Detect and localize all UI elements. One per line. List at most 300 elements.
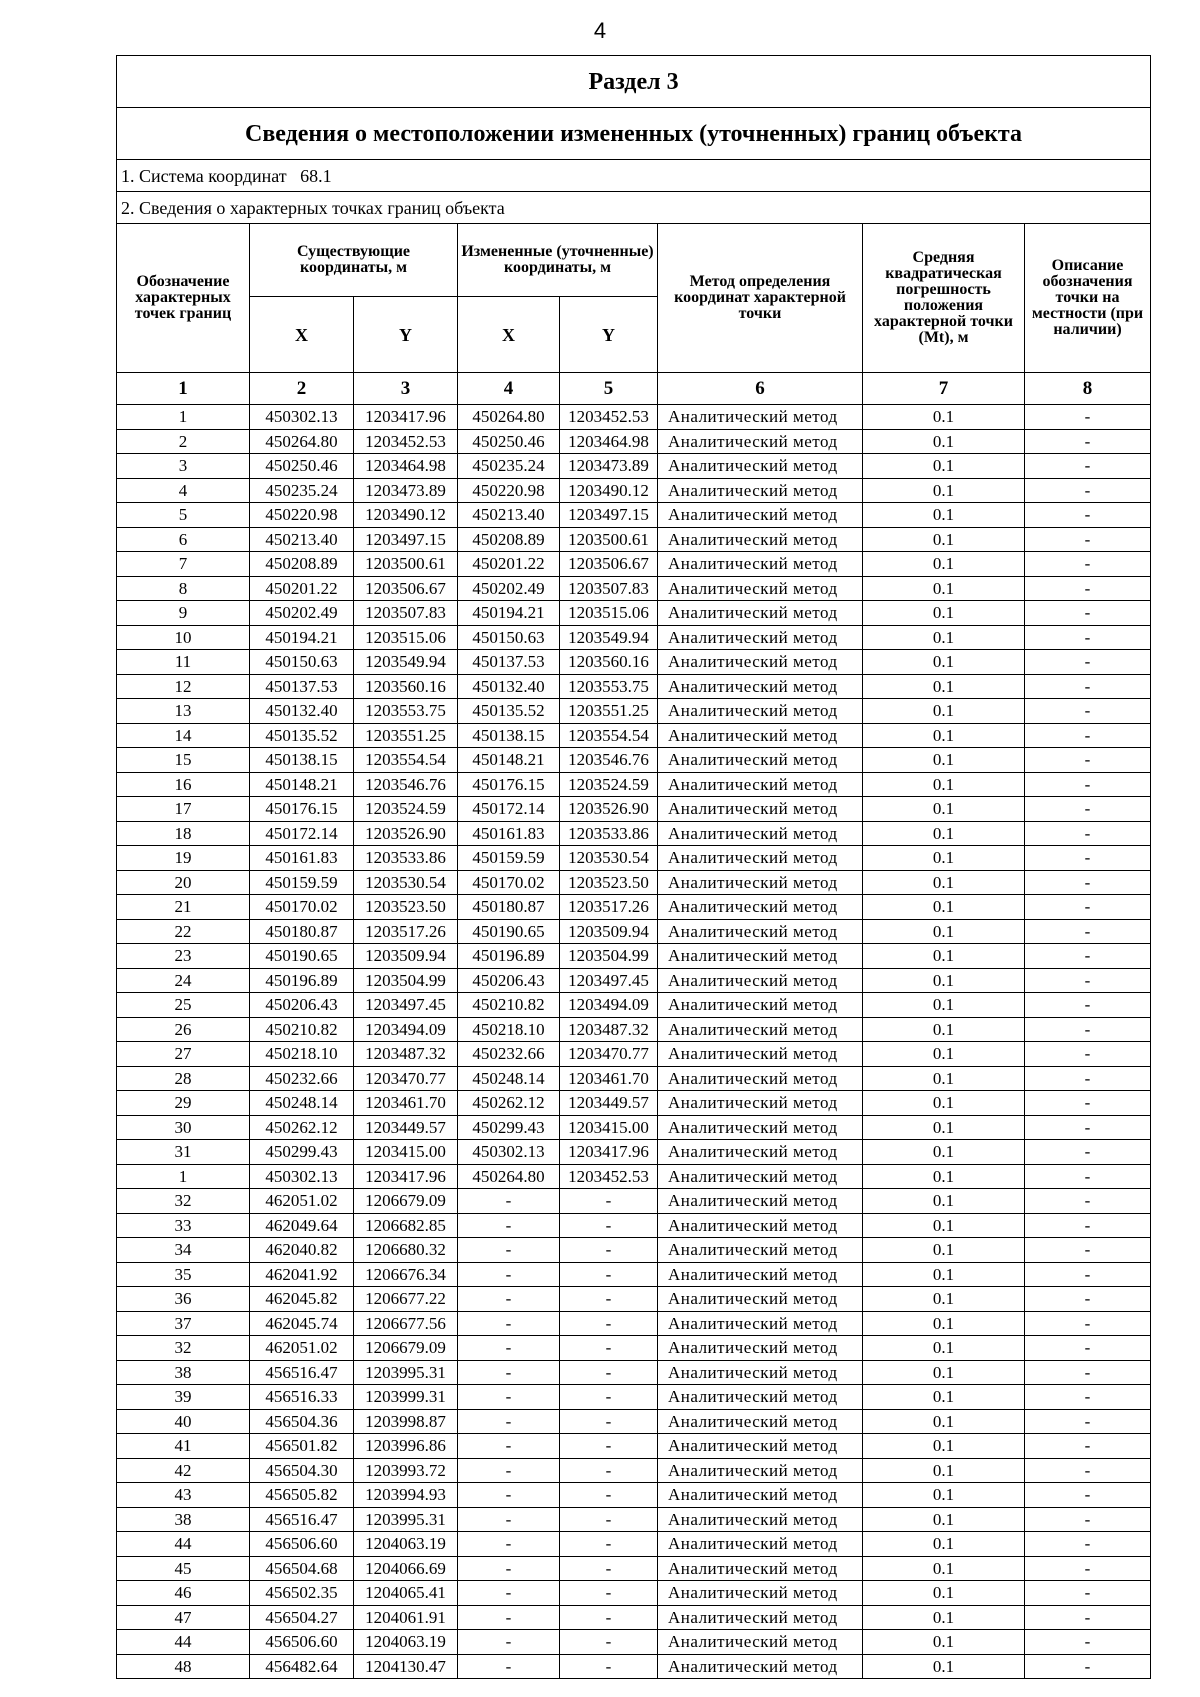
cell-point-number: 22: [117, 919, 250, 944]
cell-changed-x: -: [458, 1532, 560, 1557]
cell-error: 0.1: [863, 1115, 1025, 1140]
table-row: [117, 576, 1151, 601]
cell-existing-y: 1203995.31: [354, 1360, 458, 1385]
table-row: [117, 723, 1151, 748]
cell-changed-x: -: [458, 1556, 560, 1581]
cell-description: -: [1025, 846, 1151, 871]
cell-point-number: 4: [117, 478, 250, 503]
cell-method: Аналитический метод: [658, 821, 863, 846]
cell-changed-y: 1203533.86: [560, 821, 658, 846]
cell-description: -: [1025, 576, 1151, 601]
table-row: [117, 650, 1151, 675]
table-row: [117, 552, 1151, 577]
cell-description: -: [1025, 1458, 1151, 1483]
cell-existing-y: 1203554.54: [354, 748, 458, 773]
table-row: [117, 674, 1151, 699]
cell-point-number: 8: [117, 576, 250, 601]
cell-method: Аналитический метод: [658, 1042, 863, 1067]
column-number: 2: [250, 373, 354, 405]
cell-point-number: 1: [117, 405, 250, 430]
cell-error: 0.1: [863, 1238, 1025, 1263]
cell-error: 0.1: [863, 674, 1025, 699]
cell-changed-y: 1203530.54: [560, 846, 658, 871]
cell-existing-x: 450302.13: [250, 405, 354, 430]
cell-error: 0.1: [863, 723, 1025, 748]
cell-point-number: 19: [117, 846, 250, 871]
cell-existing-x: 456504.68: [250, 1556, 354, 1581]
cell-changed-x: 450264.80: [458, 405, 560, 430]
cell-changed-y: -: [560, 1507, 658, 1532]
cell-existing-x: 450302.13: [250, 1164, 354, 1189]
cell-changed-x: 450196.89: [458, 944, 560, 969]
cell-changed-x: -: [458, 1434, 560, 1459]
table-row: [117, 993, 1151, 1018]
cell-description: -: [1025, 1336, 1151, 1361]
cell-method: Аналитический метод: [658, 576, 863, 601]
cell-point-number: 21: [117, 895, 250, 920]
cell-point-number: 1: [117, 1164, 250, 1189]
cell-existing-x: 450220.98: [250, 503, 354, 528]
table-row: [117, 1409, 1151, 1434]
cell-changed-y: 1203507.83: [560, 576, 658, 601]
table-row: [117, 1360, 1151, 1385]
section-subtitle: Сведения о местоположении измененных (уточненных) границ объекта: [117, 108, 1151, 160]
cell-point-number: 11: [117, 650, 250, 675]
cell-changed-x: -: [458, 1360, 560, 1385]
cell-error: 0.1: [863, 1483, 1025, 1508]
cell-changed-y: 1203452.53: [560, 1164, 658, 1189]
column-number: 7: [863, 373, 1025, 405]
cell-method: Аналитический метод: [658, 1654, 863, 1679]
cell-existing-y: 1203509.94: [354, 944, 458, 969]
cell-existing-y: 1203504.99: [354, 968, 458, 993]
cell-error: 0.1: [863, 429, 1025, 454]
cell-point-number: 27: [117, 1042, 250, 1067]
cell-existing-x: 450170.02: [250, 895, 354, 920]
cell-changed-x: 450194.21: [458, 601, 560, 626]
cell-existing-x: 450196.89: [250, 968, 354, 993]
cell-existing-y: 1203500.61: [354, 552, 458, 577]
cell-changed-x: 450210.82: [458, 993, 560, 1018]
cell-error: 0.1: [863, 1287, 1025, 1312]
cell-existing-y: 1203507.83: [354, 601, 458, 626]
cell-existing-y: 1203530.54: [354, 870, 458, 895]
cell-method: Аналитический метод: [658, 1336, 863, 1361]
cell-point-number: 28: [117, 1066, 250, 1091]
cell-method: Аналитический метод: [658, 1238, 863, 1263]
table-row: [117, 1532, 1151, 1557]
cell-description: -: [1025, 1507, 1151, 1532]
cell-method: Аналитический метод: [658, 919, 863, 944]
header-error: Средняя квадратическая погрешность положения характерной точки (Mt), м: [863, 224, 1025, 373]
table-row: [117, 1042, 1151, 1067]
cell-existing-y: 1203417.96: [354, 405, 458, 430]
cell-method: Аналитический метод: [658, 1164, 863, 1189]
cell-changed-y: -: [560, 1360, 658, 1385]
cell-description: -: [1025, 1189, 1151, 1214]
cell-existing-x: 456482.64: [250, 1654, 354, 1679]
cell-error: 0.1: [863, 1507, 1025, 1532]
cell-description: -: [1025, 478, 1151, 503]
cell-method: Аналитический метод: [658, 968, 863, 993]
cell-existing-x: 456504.27: [250, 1605, 354, 1630]
cell-method: Аналитический метод: [658, 650, 863, 675]
cell-changed-y: -: [560, 1238, 658, 1263]
cell-point-number: 32: [117, 1189, 250, 1214]
cell-changed-y: -: [560, 1336, 658, 1361]
table-row: [117, 1091, 1151, 1116]
cell-existing-y: 1203996.86: [354, 1434, 458, 1459]
cell-error: 0.1: [863, 552, 1025, 577]
cell-existing-x: 456502.35: [250, 1581, 354, 1606]
cell-description: -: [1025, 1213, 1151, 1238]
cell-changed-y: -: [560, 1581, 658, 1606]
cell-method: Аналитический метод: [658, 1532, 863, 1557]
cell-existing-x: 450172.14: [250, 821, 354, 846]
cell-existing-x: 456504.30: [250, 1458, 354, 1483]
table-row: [117, 1311, 1151, 1336]
cell-method: Аналитический метод: [658, 674, 863, 699]
cell-changed-y: 1203494.09: [560, 993, 658, 1018]
cell-existing-y: 1203998.87: [354, 1409, 458, 1434]
cell-changed-x: 450213.40: [458, 503, 560, 528]
table-row: [117, 1164, 1151, 1189]
cell-changed-x: -: [458, 1654, 560, 1679]
cell-existing-y: 1203464.98: [354, 454, 458, 479]
cell-point-number: 39: [117, 1385, 250, 1410]
cell-error: 0.1: [863, 1140, 1025, 1165]
cell-changed-x: 450232.66: [458, 1042, 560, 1067]
cell-description: -: [1025, 650, 1151, 675]
cell-changed-y: -: [560, 1483, 658, 1508]
table-row: [117, 1630, 1151, 1655]
cell-existing-x: 462051.02: [250, 1189, 354, 1214]
table-row: [117, 1556, 1151, 1581]
cell-changed-x: 450150.63: [458, 625, 560, 650]
cell-changed-x: 450137.53: [458, 650, 560, 675]
cell-error: 0.1: [863, 405, 1025, 430]
cell-error: 0.1: [863, 919, 1025, 944]
cell-error: 0.1: [863, 1017, 1025, 1042]
cell-method: Аналитический метод: [658, 699, 863, 724]
cell-changed-y: 1203497.15: [560, 503, 658, 528]
cell-method: Аналитический метод: [658, 1360, 863, 1385]
cell-existing-x: 450148.21: [250, 772, 354, 797]
cell-error: 0.1: [863, 1458, 1025, 1483]
cell-changed-x: 450302.13: [458, 1140, 560, 1165]
cell-description: -: [1025, 1115, 1151, 1140]
cell-description: -: [1025, 1483, 1151, 1508]
cell-error: 0.1: [863, 1360, 1025, 1385]
cell-changed-x: -: [458, 1238, 560, 1263]
cell-error: 0.1: [863, 650, 1025, 675]
cell-error: 0.1: [863, 1385, 1025, 1410]
table-row: [117, 1238, 1151, 1263]
cell-method: Аналитический метод: [658, 478, 863, 503]
cell-existing-x: 456506.60: [250, 1630, 354, 1655]
cell-existing-y: 1203506.67: [354, 576, 458, 601]
cell-point-number: 46: [117, 1581, 250, 1606]
cell-description: -: [1025, 797, 1151, 822]
cell-existing-x: 450210.82: [250, 1017, 354, 1042]
cell-error: 0.1: [863, 748, 1025, 773]
table-row: [117, 895, 1151, 920]
cell-error: 0.1: [863, 772, 1025, 797]
cell-existing-y: 1204061.91: [354, 1605, 458, 1630]
cell-existing-y: 1203494.09: [354, 1017, 458, 1042]
cell-method: Аналитический метод: [658, 1115, 863, 1140]
cell-existing-x: 450232.66: [250, 1066, 354, 1091]
cell-description: -: [1025, 968, 1151, 993]
cell-existing-y: 1203497.45: [354, 993, 458, 1018]
table-row: [117, 1336, 1151, 1361]
cell-point-number: 41: [117, 1434, 250, 1459]
cell-existing-y: 1203461.70: [354, 1091, 458, 1116]
cell-description: -: [1025, 1532, 1151, 1557]
cell-existing-y: 1203526.90: [354, 821, 458, 846]
cell-changed-x: -: [458, 1507, 560, 1532]
cell-existing-x: 456501.82: [250, 1434, 354, 1459]
cell-existing-x: 450208.89: [250, 552, 354, 577]
coord-system-value: 68.1: [300, 165, 332, 186]
cell-description: -: [1025, 699, 1151, 724]
header-changed-coords: Измененные (уточненные) координаты, м: [458, 224, 658, 297]
cell-changed-x: -: [458, 1262, 560, 1287]
cell-point-number: 13: [117, 699, 250, 724]
cell-point-number: 26: [117, 1017, 250, 1042]
cell-error: 0.1: [863, 601, 1025, 626]
cell-existing-y: 1206679.09: [354, 1336, 458, 1361]
cell-existing-x: 450218.10: [250, 1042, 354, 1067]
cell-changed-y: -: [560, 1458, 658, 1483]
cell-method: Аналитический метод: [658, 552, 863, 577]
cell-changed-y: 1203473.89: [560, 454, 658, 479]
cell-changed-x: 450218.10: [458, 1017, 560, 1042]
cell-changed-x: 450190.65: [458, 919, 560, 944]
cell-changed-x: 450132.40: [458, 674, 560, 699]
cell-description: -: [1025, 527, 1151, 552]
cell-existing-y: 1203524.59: [354, 797, 458, 822]
cell-error: 0.1: [863, 1189, 1025, 1214]
cell-error: 0.1: [863, 1409, 1025, 1434]
table-row: [117, 1115, 1151, 1140]
cell-existing-y: 1203549.94: [354, 650, 458, 675]
cell-description: -: [1025, 919, 1151, 944]
cell-existing-y: 1203994.93: [354, 1483, 458, 1508]
cell-error: 0.1: [863, 625, 1025, 650]
cell-changed-y: 1203524.59: [560, 772, 658, 797]
cell-error: 0.1: [863, 944, 1025, 969]
cell-description: -: [1025, 1164, 1151, 1189]
points-heading: 2. Сведения о характерных точках границ объекта: [117, 192, 1151, 224]
cell-point-number: 48: [117, 1654, 250, 1679]
cell-existing-y: 1204063.19: [354, 1630, 458, 1655]
cell-changed-y: 1203509.94: [560, 919, 658, 944]
cell-error: 0.1: [863, 454, 1025, 479]
cell-error: 0.1: [863, 1532, 1025, 1557]
cell-method: Аналитический метод: [658, 429, 863, 454]
table-row: [117, 601, 1151, 626]
cell-changed-y: -: [560, 1605, 658, 1630]
cell-point-number: 47: [117, 1605, 250, 1630]
table-row: [117, 699, 1151, 724]
cell-point-number: 24: [117, 968, 250, 993]
table-row: [117, 527, 1151, 552]
cell-existing-y: 1206677.22: [354, 1287, 458, 1312]
cell-point-number: 5: [117, 503, 250, 528]
cell-changed-x: -: [458, 1458, 560, 1483]
cell-changed-y: 1203551.25: [560, 699, 658, 724]
cell-method: Аналитический метод: [658, 993, 863, 1018]
cell-existing-x: 450159.59: [250, 870, 354, 895]
boundary-points-table: [116, 55, 1151, 1679]
cell-existing-x: 462041.92: [250, 1262, 354, 1287]
cell-point-number: 36: [117, 1287, 250, 1312]
cell-point-number: 29: [117, 1091, 250, 1116]
table-row: [117, 1287, 1151, 1312]
cell-point-number: 10: [117, 625, 250, 650]
cell-changed-x: 450148.21: [458, 748, 560, 773]
cell-method: Аналитический метод: [658, 1581, 863, 1606]
cell-error: 0.1: [863, 1556, 1025, 1581]
cell-existing-y: 1203517.26: [354, 919, 458, 944]
section-title: Раздел 3: [117, 56, 1151, 108]
cell-error: 0.1: [863, 846, 1025, 871]
cell-existing-y: 1204066.69: [354, 1556, 458, 1581]
cell-method: Аналитический метод: [658, 1507, 863, 1532]
cell-existing-y: 1203487.32: [354, 1042, 458, 1067]
cell-changed-x: -: [458, 1605, 560, 1630]
table-row: [117, 1434, 1151, 1459]
cell-existing-y: 1206679.09: [354, 1189, 458, 1214]
table-row: [117, 968, 1151, 993]
cell-changed-x: -: [458, 1581, 560, 1606]
cell-changed-y: 1203500.61: [560, 527, 658, 552]
table-row: [117, 1262, 1151, 1287]
cell-point-number: 44: [117, 1630, 250, 1655]
cell-changed-y: 1203470.77: [560, 1042, 658, 1067]
table-row: [117, 1140, 1151, 1165]
cell-point-number: 44: [117, 1532, 250, 1557]
cell-changed-y: 1203546.76: [560, 748, 658, 773]
cell-point-number: 45: [117, 1556, 250, 1581]
cell-existing-x: 456516.33: [250, 1385, 354, 1410]
cell-existing-x: 450194.21: [250, 625, 354, 650]
cell-method: Аналитический метод: [658, 625, 863, 650]
table-row: [117, 944, 1151, 969]
cell-point-number: 38: [117, 1507, 250, 1532]
cell-existing-x: 450201.22: [250, 576, 354, 601]
cell-method: Аналитический метод: [658, 895, 863, 920]
cell-existing-y: 1203995.31: [354, 1507, 458, 1532]
cell-error: 0.1: [863, 478, 1025, 503]
cell-existing-x: 450180.87: [250, 919, 354, 944]
cell-changed-y: 1203549.94: [560, 625, 658, 650]
table-row: [117, 1213, 1151, 1238]
cell-existing-x: 456516.47: [250, 1507, 354, 1532]
cell-changed-y: 1203517.26: [560, 895, 658, 920]
cell-error: 0.1: [863, 576, 1025, 601]
cell-description: -: [1025, 1654, 1151, 1679]
cell-error: 0.1: [863, 1311, 1025, 1336]
cell-error: 0.1: [863, 1630, 1025, 1655]
cell-point-number: 43: [117, 1483, 250, 1508]
cell-description: -: [1025, 944, 1151, 969]
cell-existing-y: 1203449.57: [354, 1115, 458, 1140]
cell-changed-x: 450172.14: [458, 797, 560, 822]
cell-description: -: [1025, 625, 1151, 650]
header-existing-coords: Существующие координаты, м: [250, 224, 458, 297]
cell-existing-y: 1206682.85: [354, 1213, 458, 1238]
cell-changed-x: 450264.80: [458, 1164, 560, 1189]
table-row: [117, 1189, 1151, 1214]
cell-point-number: 35: [117, 1262, 250, 1287]
cell-changed-x: -: [458, 1311, 560, 1336]
coord-system-row: [117, 160, 1151, 192]
header-description: Описание обозначения точки на местности (при наличии): [1025, 224, 1151, 373]
cell-error: 0.1: [863, 1605, 1025, 1630]
table-row: [117, 478, 1151, 503]
coord-system-label: 1. Система координат: [121, 165, 287, 186]
cell-changed-y: -: [560, 1385, 658, 1410]
cell-existing-x: 450213.40: [250, 527, 354, 552]
column-number: 8: [1025, 373, 1151, 405]
cell-error: 0.1: [863, 503, 1025, 528]
cell-changed-x: 450202.49: [458, 576, 560, 601]
cell-method: Аналитический метод: [658, 503, 863, 528]
cell-existing-x: 450299.43: [250, 1140, 354, 1165]
cell-changed-x: 450176.15: [458, 772, 560, 797]
table-body: [117, 405, 1151, 1679]
cell-existing-x: 456505.82: [250, 1483, 354, 1508]
cell-point-number: 34: [117, 1238, 250, 1263]
table-row: [117, 1385, 1151, 1410]
cell-existing-y: 1203551.25: [354, 723, 458, 748]
cell-error: 0.1: [863, 797, 1025, 822]
cell-description: -: [1025, 1311, 1151, 1336]
table-row: [117, 503, 1151, 528]
header-existing-y: Y: [354, 297, 458, 373]
cell-method: Аналитический метод: [658, 1017, 863, 1042]
cell-existing-y: 1203415.00: [354, 1140, 458, 1165]
cell-point-number: 15: [117, 748, 250, 773]
cell-existing-x: 462045.82: [250, 1287, 354, 1312]
cell-existing-y: 1204063.19: [354, 1532, 458, 1557]
column-number: 5: [560, 373, 658, 405]
column-number: 6: [658, 373, 863, 405]
table-row: [117, 625, 1151, 650]
table-row: [117, 919, 1151, 944]
cell-changed-x: -: [458, 1213, 560, 1238]
cell-existing-y: 1203546.76: [354, 772, 458, 797]
cell-existing-x: 456504.36: [250, 1409, 354, 1434]
cell-description: -: [1025, 723, 1151, 748]
cell-error: 0.1: [863, 1042, 1025, 1067]
cell-existing-x: 450176.15: [250, 797, 354, 822]
cell-description: -: [1025, 1066, 1151, 1091]
table-row: [117, 1507, 1151, 1532]
cell-changed-x: 450180.87: [458, 895, 560, 920]
cell-existing-x: 450190.65: [250, 944, 354, 969]
cell-method: Аналитический метод: [658, 870, 863, 895]
cell-changed-x: 450299.43: [458, 1115, 560, 1140]
cell-description: -: [1025, 552, 1151, 577]
table-row: [117, 821, 1151, 846]
cell-changed-x: 450250.46: [458, 429, 560, 454]
cell-error: 0.1: [863, 1164, 1025, 1189]
header-designation: Обозначение характерных точек границ: [117, 224, 250, 373]
cell-method: Аналитический метод: [658, 1458, 863, 1483]
